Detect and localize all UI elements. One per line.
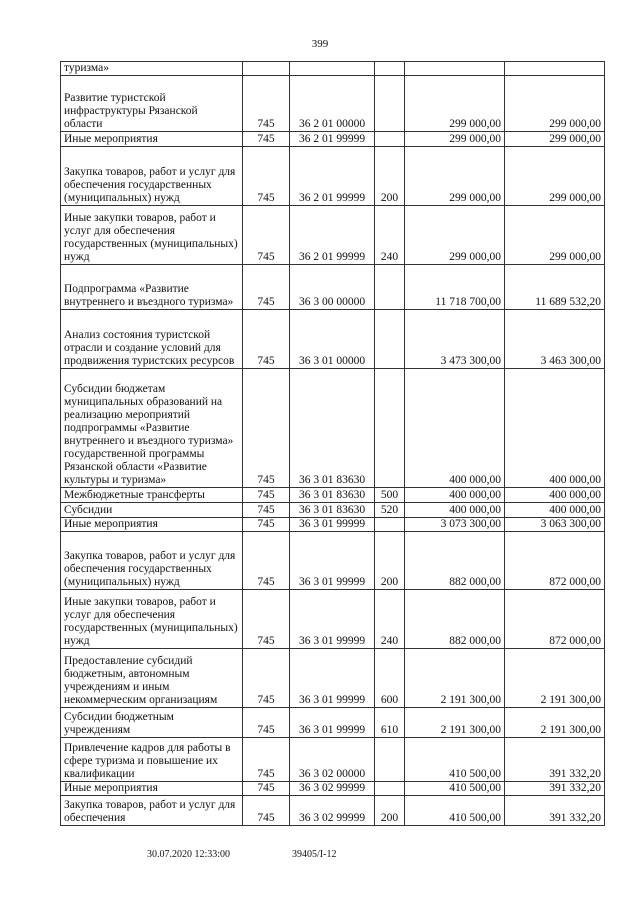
cell-target-article: 36 3 01 83630 (290, 503, 375, 518)
table-row (61, 708, 605, 738)
cell-sum-planned: 2 191 300,00 (405, 708, 505, 738)
table-row (61, 488, 605, 503)
table-row (61, 76, 605, 132)
cell-sum-executed: 299 000,00 (505, 132, 605, 147)
cell-sum-executed: 299 000,00 (505, 76, 605, 132)
cell-sum-planned: 400 000,00 (405, 488, 505, 503)
cell-sum-planned: 299 000,00 (405, 206, 505, 265)
cell-sum-executed: 391 332,20 (505, 782, 605, 796)
cell-sum-planned: 882 000,00 (405, 590, 505, 649)
cell-sum-planned: 3 073 300,00 (405, 518, 505, 532)
cell-name: Иные мероприятия (61, 132, 243, 147)
cell-target-article: 36 3 01 83630 (290, 369, 375, 488)
cell-sum-executed: 3 063 300,00 (505, 518, 605, 532)
table-row (61, 590, 605, 649)
cell-admin-code: 745 (243, 738, 290, 782)
table-row (61, 738, 605, 782)
cell-name: Предоставление субсидий бюджетным, автономным учреждениям и иным некоммерческим организациям (61, 649, 243, 708)
cell-expense-type (375, 310, 405, 369)
cell-expense-type (375, 132, 405, 147)
cell-sum-planned: 3 473 300,00 (405, 310, 505, 369)
cell-expense-type: 200 (375, 532, 405, 590)
cell-name: туризма» (61, 62, 243, 76)
cell-sum-executed: 299 000,00 (505, 147, 605, 206)
cell-target-article: 36 3 01 99999 (290, 708, 375, 738)
cell-sum-planned: 11 718 700,00 (405, 265, 505, 310)
cell-sum-executed: 400 000,00 (505, 369, 605, 488)
table-row (61, 649, 605, 708)
cell-target-article (290, 62, 375, 76)
cell-target-article: 36 2 01 99999 (290, 132, 375, 147)
cell-name: Закупка товаров, работ и услуг для обеспечения (61, 796, 243, 826)
cell-name: Субсидии бюджетным учреждениям (61, 708, 243, 738)
cell-sum-planned: 299 000,00 (405, 132, 505, 147)
cell-admin-code (243, 62, 290, 76)
cell-admin-code: 745 (243, 590, 290, 649)
cell-sum-executed: 299 000,00 (505, 206, 605, 265)
cell-admin-code: 745 (243, 488, 290, 503)
cell-name: Анализ состояния туристской отрасли и создание условий для продвижения туристских ресурсов (61, 310, 243, 369)
cell-admin-code: 745 (243, 518, 290, 532)
cell-name: Иные мероприятия (61, 518, 243, 532)
footer-timestamp: 30.07.2020 12:33:00 (147, 849, 231, 860)
cell-name: Иные мероприятия (61, 782, 243, 796)
table-row (61, 782, 605, 796)
cell-target-article: 36 2 01 00000 (290, 76, 375, 132)
cell-expense-type: 200 (375, 147, 405, 206)
cell-expense-type (375, 518, 405, 532)
cell-sum-executed: 391 332,20 (505, 796, 605, 826)
cell-expense-type (375, 62, 405, 76)
cell-sum-executed: 11 689 532,20 (505, 265, 605, 310)
table-row (61, 518, 605, 532)
cell-sum-planned: 2 191 300,00 (405, 649, 505, 708)
cell-admin-code: 745 (243, 132, 290, 147)
cell-admin-code: 745 (243, 796, 290, 826)
table-row (61, 532, 605, 590)
cell-target-article: 36 2 01 99999 (290, 206, 375, 265)
cell-expense-type (375, 738, 405, 782)
cell-name: Развитие туристской инфраструктуры Рязанской области (61, 76, 243, 132)
cell-expense-type: 500 (375, 488, 405, 503)
table-row (61, 206, 605, 265)
footer-document-id: 39405/I-12 (292, 849, 337, 860)
cell-sum-executed: 2 191 300,00 (505, 708, 605, 738)
cell-name: Субсидии бюджетам муниципальных образований на реализацию мероприятий подпрограммы «Развитие внутреннего и въездного туризма» государственной программы Рязанской области «Развитие культуры и туризма» (61, 369, 243, 488)
cell-target-article: 36 2 01 99999 (290, 147, 375, 206)
cell-expense-type (375, 265, 405, 310)
page-number: 399 (311, 38, 329, 50)
cell-sum-planned: 299 000,00 (405, 147, 505, 206)
cell-admin-code: 745 (243, 649, 290, 708)
cell-admin-code: 745 (243, 782, 290, 796)
budget-table-body (61, 62, 605, 826)
cell-sum-planned: 882 000,00 (405, 532, 505, 590)
cell-sum-planned: 410 500,00 (405, 782, 505, 796)
table-row (61, 503, 605, 518)
table-row (61, 147, 605, 206)
cell-admin-code: 745 (243, 76, 290, 132)
cell-sum-planned: 410 500,00 (405, 796, 505, 826)
cell-sum-executed (505, 62, 605, 76)
cell-sum-executed: 400 000,00 (505, 488, 605, 503)
table-row (61, 132, 605, 147)
cell-expense-type: 240 (375, 590, 405, 649)
cell-sum-planned: 400 000,00 (405, 369, 505, 488)
cell-admin-code: 745 (243, 147, 290, 206)
cell-admin-code: 745 (243, 265, 290, 310)
cell-target-article: 36 3 01 99999 (290, 590, 375, 649)
cell-expense-type: 240 (375, 206, 405, 265)
budget-table (60, 61, 605, 826)
cell-admin-code: 745 (243, 532, 290, 590)
table-row (61, 310, 605, 369)
cell-target-article: 36 3 02 00000 (290, 738, 375, 782)
cell-expense-type: 520 (375, 503, 405, 518)
cell-expense-type (375, 76, 405, 132)
cell-sum-planned: 400 000,00 (405, 503, 505, 518)
cell-name: Закупка товаров, работ и услуг для обеспечения государственных (муниципальных) нужд (61, 147, 243, 206)
cell-sum-executed: 872 000,00 (505, 590, 605, 649)
cell-expense-type: 600 (375, 649, 405, 708)
cell-expense-type: 200 (375, 796, 405, 826)
table-row (61, 62, 605, 76)
cell-sum-executed: 391 332,20 (505, 738, 605, 782)
cell-target-article: 36 3 01 99999 (290, 518, 375, 532)
cell-expense-type (375, 369, 405, 488)
table-row (61, 265, 605, 310)
cell-sum-executed: 872 000,00 (505, 532, 605, 590)
cell-name: Подпрограмма «Развитие внутреннего и въездного туризма» (61, 265, 243, 310)
cell-name: Иные закупки товаров, работ и услуг для обеспечения государственных (муниципальных) нужд (61, 590, 243, 649)
cell-expense-type: 610 (375, 708, 405, 738)
cell-sum-executed: 3 463 300,00 (505, 310, 605, 369)
cell-admin-code: 745 (243, 369, 290, 488)
cell-sum-planned: 410 500,00 (405, 738, 505, 782)
cell-expense-type (375, 782, 405, 796)
cell-target-article: 36 3 01 99999 (290, 532, 375, 590)
cell-name: Субсидии (61, 503, 243, 518)
table-row (61, 796, 605, 826)
cell-name: Привлечение кадров для работы в сфере туризма и повышение их квалификации (61, 738, 243, 782)
cell-target-article: 36 3 01 00000 (290, 310, 375, 369)
cell-sum-planned (405, 62, 505, 76)
cell-admin-code: 745 (243, 206, 290, 265)
cell-sum-planned: 299 000,00 (405, 76, 505, 132)
cell-admin-code: 745 (243, 503, 290, 518)
cell-name: Межбюджетные трансферты (61, 488, 243, 503)
cell-target-article: 36 3 02 99999 (290, 782, 375, 796)
table-row (61, 369, 605, 488)
cell-sum-executed: 2 191 300,00 (505, 649, 605, 708)
cell-sum-executed: 400 000,00 (505, 503, 605, 518)
cell-name: Закупка товаров, работ и услуг для обеспечения государственных (муниципальных) нужд (61, 532, 243, 590)
cell-admin-code: 745 (243, 708, 290, 738)
cell-name: Иные закупки товаров, работ и услуг для обеспечения государственных (муниципальных) нужд (61, 206, 243, 265)
cell-target-article: 36 3 02 99999 (290, 796, 375, 826)
cell-target-article: 36 3 01 99999 (290, 649, 375, 708)
cell-target-article: 36 3 00 00000 (290, 265, 375, 310)
cell-admin-code: 745 (243, 310, 290, 369)
cell-target-article: 36 3 01 83630 (290, 488, 375, 503)
